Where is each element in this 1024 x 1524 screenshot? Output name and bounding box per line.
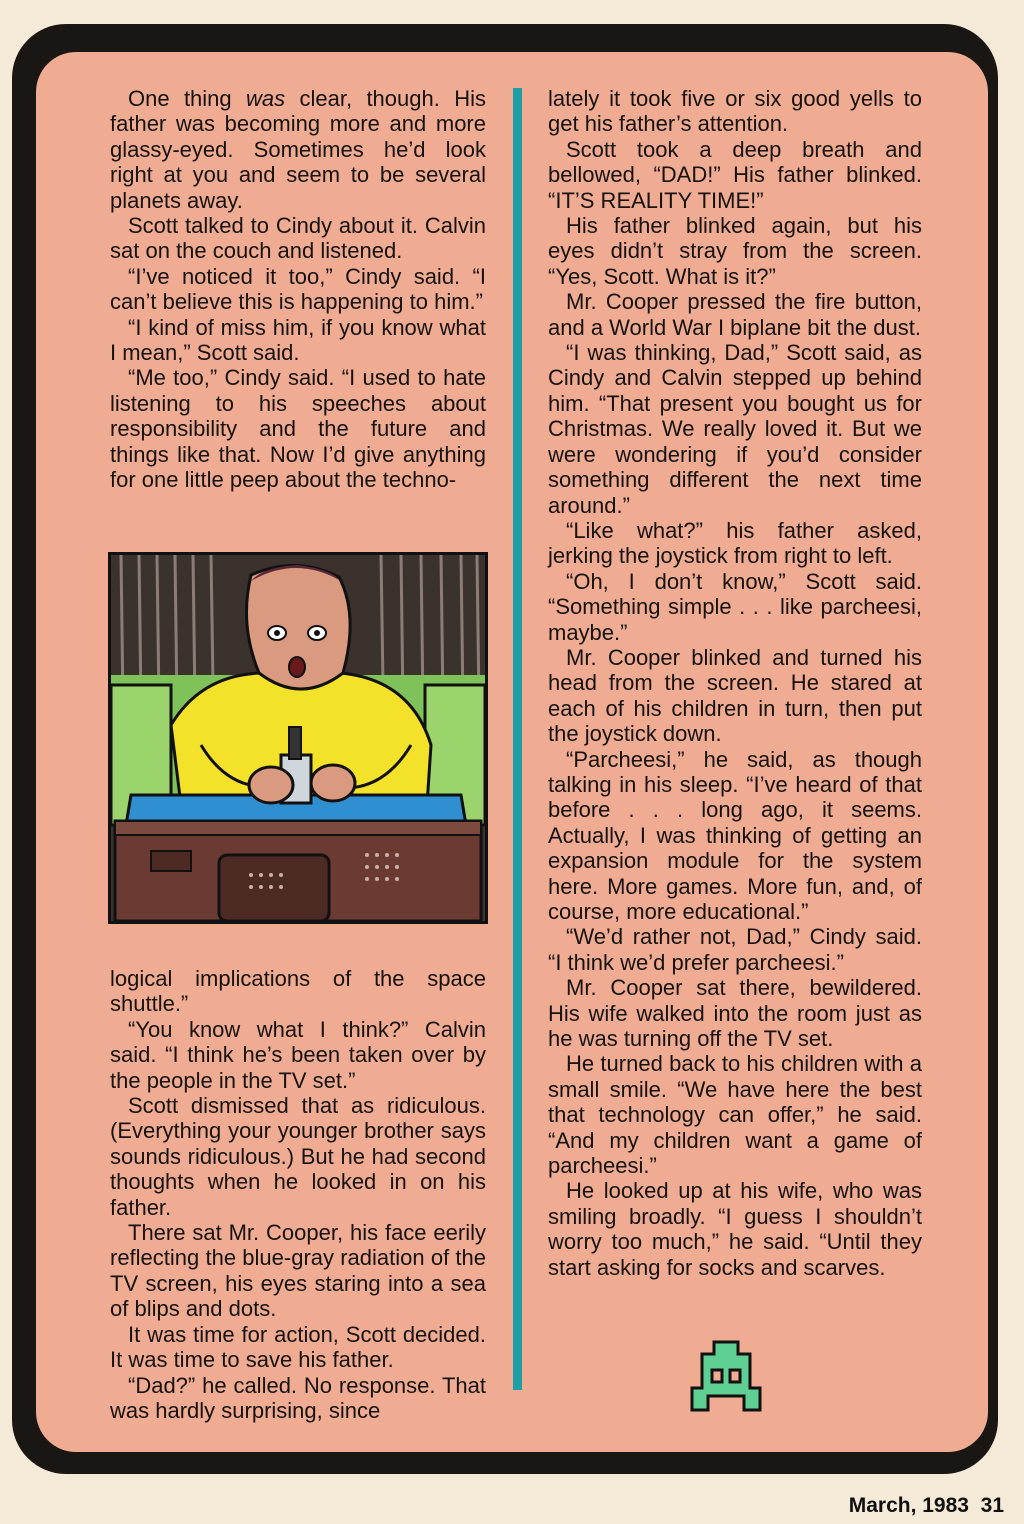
paragraph: “Parcheesi,” he said, as though talking in his sleep. “I’ve heard of that before . . . long ago, it seems. Actually, I was thinking of getting an expansion module for the system here. More games. More fun, and, of course, more educational.”: [548, 746, 922, 924]
paragraph: His father blinked again, but his eyes didn’t stray from the screen. “Yes, Scott. What is it?”: [548, 213, 922, 289]
paragraph: Mr. Cooper blinked and turned his head from the screen. He stared at each of his children in turn, then put the joystick down.: [548, 644, 922, 747]
left-column-bottom: [110, 966, 486, 1423]
paragraph: One thing was clear, though. His father was becoming more and more glassy-eyed. Sometimes he’d look right at you and seem to be several planets away.: [110, 86, 486, 213]
paragraph: “I was thinking, Dad,” Scott said, as Cindy and Calvin stepped up behind him. “That present you bought us for Christmas. We really loved it. But we were wondering if you’d consider something different the next time around.”: [548, 340, 922, 518]
paragraph: “We’d rather not, Dad,” Cindy said. “I think we’d prefer parcheesi.”: [548, 924, 922, 975]
paragraph: Scott dismissed that as ridiculous. (Everything your younger brother says sounds ridiculous.) But he had second thoughts when he looked in on his father.: [110, 1093, 486, 1220]
paragraph: “You know what I think?” Calvin said. “I think he’s been taken over by the people in the TV set.”: [110, 1016, 486, 1093]
paragraph: Scott took a deep breath and bellowed, “DAD!” His father blinked. “IT’S REALITY TIME!”: [548, 136, 922, 213]
paragraph: logical implications of the space shuttle.”: [110, 966, 486, 1017]
column-divider: [513, 88, 522, 1390]
paragraph: He looked up at his wife, who was smiling broadly. “I guess I shouldn’t worry too much,” he said. “Until they start asking for socks and scarves.: [548, 1178, 922, 1280]
paragraph: He turned back to his children with a small smile. “We have here the best that technology can offer,” he said. “And my children want a game of parcheesi.”: [548, 1051, 922, 1179]
left-column-top: [110, 86, 486, 493]
paragraph: It was time for action, Scott decided. It was time to save his father.: [110, 1321, 486, 1373]
paragraph: Mr. Cooper pressed the fire button, and a World War I biplane bit the dust.: [548, 289, 922, 340]
space-invader-icon: [690, 1340, 762, 1412]
page-footer-date-and-number: March, 1983 31: [848, 1494, 1004, 1517]
man-playing-video-game-illustration: [108, 552, 488, 924]
paragraph: Scott talked to Cindy about it. Calvin sat on the couch and listened.: [110, 213, 486, 264]
emphasis: was: [246, 86, 286, 111]
paragraph: lately it took five or six good yells to get his father’s attention.: [548, 86, 922, 137]
paragraph: “I kind of miss him, if you know what I mean,” Scott said.: [110, 314, 486, 366]
paragraph: There sat Mr. Cooper, his face eerily reflecting the blue-gray radiation of the TV screen, his eyes staring into a sea of blips and dots.: [110, 1220, 486, 1322]
paragraph: “Oh, I don’t know,” Scott said. “Something simple . . . like parcheesi, maybe.”: [548, 568, 922, 645]
paragraph: “Dad?” he called. No response. That was hardly surprising, since: [110, 1372, 486, 1423]
paragraph: “Me too,” Cindy said. “I used to hate listening to his speeches about responsibility and the future and things like that. Now I’d give anything for one little peep about the techno-: [110, 365, 486, 493]
paragraph: “I’ve noticed it too,” Cindy said. “I can’t believe this is happening to him.”: [110, 263, 486, 315]
right-column: [548, 86, 922, 1280]
paragraph: Mr. Cooper sat there, bewildered. His wife walked into the room just as he was turning off the TV set.: [548, 975, 922, 1052]
paragraph: “Like what?” his father asked, jerking the joystick from right to left.: [548, 517, 922, 569]
